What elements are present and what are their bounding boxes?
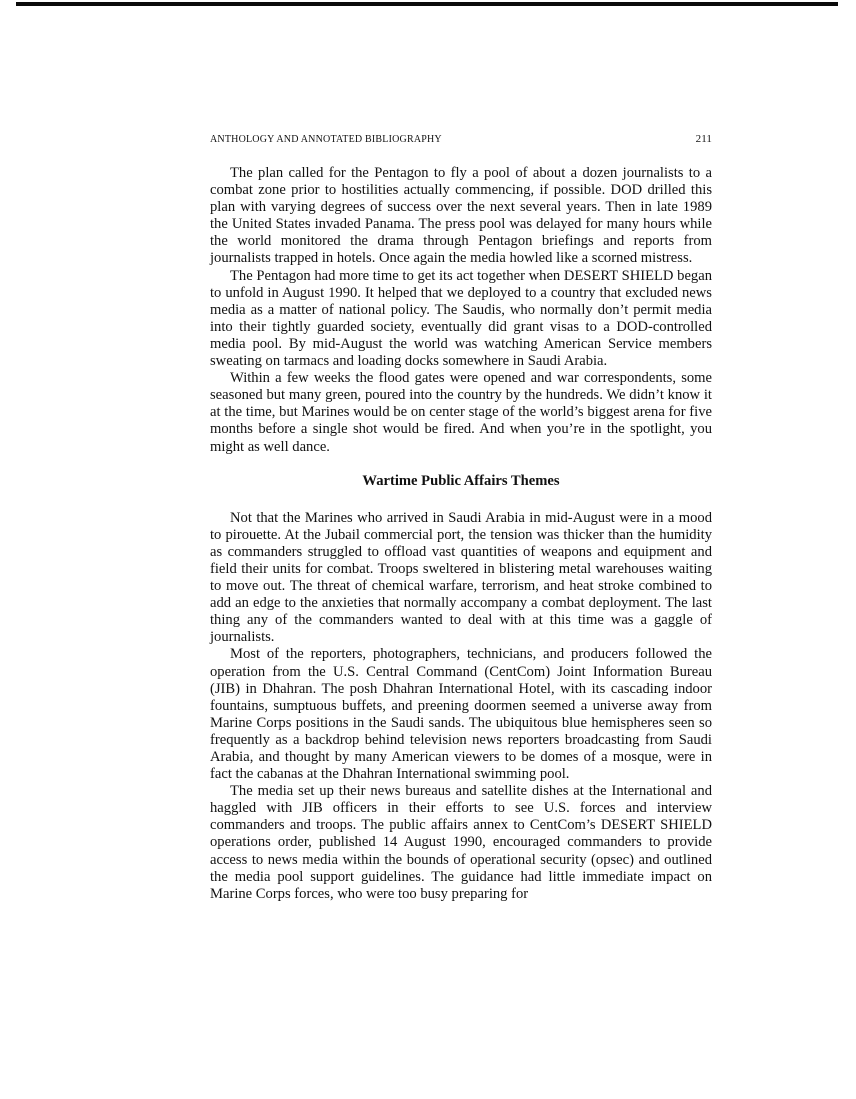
paragraph-flood-gates: Within a few weeks the flood gates were opened and war correspondents, some seasoned but many green, poured into the country by the hundreds. We didn’t know it at the time, but Marines would be on center stage of the world’s biggest arena for five months before a single shot would be fired. And when you’re in the spotlight, you might as well dance. (210, 370, 712, 455)
body-text (210, 165, 712, 903)
paragraph-jubail-port: Not that the Marines who arrived in Saudi Arabia in mid-August were in a mood to pirouette. At the Jubail commercial port, the tension was thicker than the humidity as commanders struggled to offload vast quantities of weapons and equipment and field their units for combat. Troops sweltered in blistering metal warehouses waiting to move out. The threat of chemical warfare, terrorism, and heat stroke combined to add an edge to the anxieties that normally accompany a combat deployment. The last thing any of the commanders wanted to deal with at this time was a gaggle of journalists. (210, 509, 712, 646)
paragraph-dhahran-jib: Most of the reporters, photographers, technicians, and producers followed the operation from the U.S. Central Command (CentCom) Joint Information Bureau (JIB) in Dhahran. The posh Dhahran International Hotel, with its cascading indoor fountains, sumptuous buffets, and preening doormen seemed a universe away from Marine Corps positions in the Saudi sands. The ubiquitous blue hemispheres seen so frequently as a backdrop behind television news reporters broadcasting from Saudi Arabia, and thought by many American viewers to be domes of a mosque, were in fact the cabanas at the Dhahran International swimming pool. (210, 646, 712, 783)
paragraph-panama-pool: The plan called for the Pentagon to fly a pool of about a dozen journalists to a combat zone prior to hostilities actually commencing, if possible. DOD drilled this plan with varying degrees of success over the next several years. Then in late 1989 the United States invaded Panama. The press pool was delayed for many hours while the world monitored the drama through Pentagon briefings and reports from journalists trapped in hotels. Once again the media howled like a scorned mistress. (210, 165, 712, 267)
document-page (210, 133, 712, 903)
running-head-title: ANTHOLOGY AND ANNOTATED BIBLIOGRAPHY (210, 134, 442, 145)
page-number: 211 (695, 133, 712, 145)
section-heading: Wartime Public Affairs Themes (362, 472, 560, 489)
paragraph-media-bureaus: The media set up their news bureaus and satellite dishes at the International and haggled with JIB officers in their efforts to see U.S. forces and interview commanders and troops. The public affairs annex to CentCom’s DESERT SHIELD operations order, published 14 August 1990, encouraged commanders to provide access to news media within the bounds of operational security (opsec) and outlined the media pool support guidelines. The guidance had little immediate impact on Marine Corps forces, who were too busy preparing for (210, 783, 712, 902)
scan-top-edge-rule (16, 2, 838, 6)
running-head (210, 133, 712, 151)
paragraph-desert-shield-begins: The Pentagon had more time to get its act together when DESERT SHIELD began to unfold in August 1990. It helped that we deployed to a country that excluded news media as a matter of national policy. The Saudis, who normally don’t permit media into their tightly guarded society, eventually did grant visas to a DOD-controlled media pool. By mid-August the world was watching American Service members sweating on tarmacs and loading docks somewhere in Saudi Arabia. (210, 267, 712, 370)
